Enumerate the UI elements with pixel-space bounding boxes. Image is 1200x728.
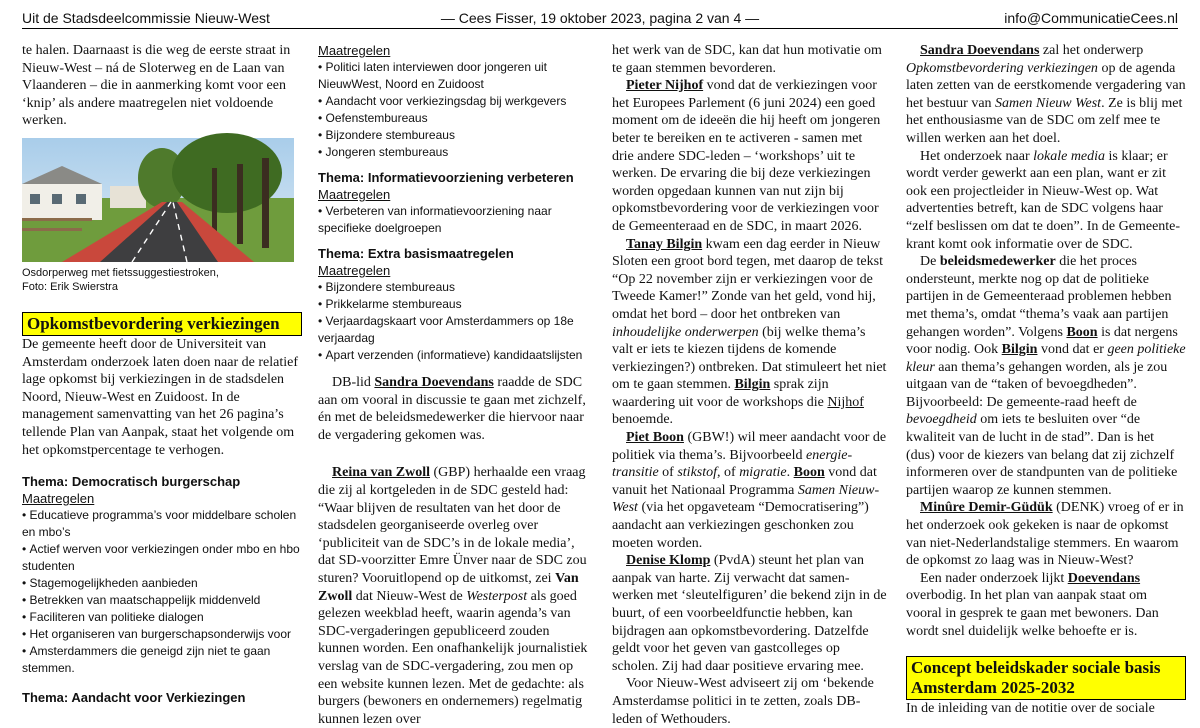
maatregelen-label: Maatregelen: [318, 263, 391, 278]
photo-caption: Osdorperweg met fietssuggestiestroken, Foto: Erik Swierstra: [22, 266, 219, 293]
list-item: • Verbeteren van informatievoorziening naar specifieke doelgroepen: [318, 203, 588, 237]
list-item: • Apart verzenden (informatieve) kandidaatslijsten: [318, 347, 588, 364]
column-4: [906, 42, 1186, 717]
list-item: • Bijzondere stembureaus: [318, 279, 588, 296]
list-item: • Het organiseren van burgerschapsonderwijs voor: [22, 626, 302, 643]
opkomst-paragraph: De gemeente heeft door de Universiteit van Amsterdam onderzoek laten doen naar de relatief lage opkomst bij verkiezingen in de stadsdelen Noord, Nieuw-West en Zuidoost. In de management samenvatting van het 26 pagina’s tellende Plan van Aanpak, staat het volgende om het opkomstpercentage te verhogen.: [22, 336, 298, 458]
theme-democratisch: Thema: Democratisch burgerschap: [22, 474, 241, 490]
advies-paragraph: Voor Nieuw-West adviseert zij om ‘bekende Amsterdamse politici in te zetten, zoals DB-leden of Wethouders.: [612, 676, 874, 727]
list-item: • Bijzondere stembureaus: [318, 127, 588, 144]
van-zwoll-paragraph: Reina van Zwoll (GBP) herhaalde een vraag die zij al kortgeleden in de SDC gesteld had: “Waar blijven de resultaten van het door de stadsdelen georganiseerde overleg over ‘publiciteit van de SDC’s in de lokale media’, dat SD-voorzitter Emre Ünver naar de SDC zou sturen? Vooruitlopend op de uitkomst, zei Van Zwoll dat Nieuw-West de Westerpost als goed gelezen weekblad heeft, waarin agenda’s van SDC-vergaderingen gepubliceerd zouden kunnen worden. Een onafhankelijk journalistiek verslag van de SDC-vergadering, zou men op een website kunnen lezen. Met de gedachte: als burgers (bewoners en ondernemers) regelmatig kunnen lezen over: [318, 465, 588, 727]
nijhof-paragraph: Pieter Nijhof vond dat de verkiezingen voor het Europees Parlement (6 juni 2024) een goed moment om de ideeën die hij heeft om jongeren beter te bereiken en te activeren - samen met drie andere SDC-leden – ‘workshops’ uit te werken. De ervaring die bij deze verkiezingen worden opgedaan kunnen van nut zijn bij opkomstbevordering voor de verkiezingen voor de Gemeenteraad en de SDC, in maart 2026.: [612, 78, 881, 234]
intro-paragraph: te halen. Daarnaast is die weg de eerste straat in Nieuw-West – ná de Sloterweg en de Laan van Vlaanderen – die in aanmerking komt voor een ‘knip’ als andere maatregelen niet voldoende werken.: [22, 43, 291, 129]
list-item: • Politici laten interviewen door jongeren uit NieuwWest, Noord en Zuidoost: [318, 59, 588, 93]
beleidsmedewerker-paragraph: De beleidsmedewerker die het proces ondersteunt, merkte nog op dat de politieke partijen in de Gemeenteraad problemen hebben met thema’s, omdat “thema’s vaak aan partijen gehangen worden”. Volgens Boon is dat nergens voor nodig. Ook Bilgin vond dat er geen politieke kleur aan thema’s gehangen worden, als je zou uitgaan van de “taken of bevoegdheden”. Bijvoorbeeld: De gemeente-raad heeft de bevoegdheid om iets te besluiten over “de kwaliteit van de lucht in de stad”. Dan is het (dus) voor de kiezers van belang dat zij zichzelf informeren over de standpunten van de politieke partijen waarop ze kunnen stemmen.: [906, 254, 1186, 498]
measures-list-2: [318, 59, 588, 161]
maatregelen-label: Maatregelen: [318, 43, 391, 58]
theme-extra: Thema: Extra basismaatregelen: [318, 246, 514, 261]
measures-list-1: [22, 507, 302, 677]
measures-list-4: [318, 279, 588, 364]
header-author-date: — Cees Fisser, 19 oktober 2023, pagina 2 van 4 —: [440, 10, 760, 26]
doevendans-agenda-paragraph: Sandra Doevendans zal het onderwerp Opkomstbevordering verkiezingen op de agenda laten zetten van de eerstkomende vergadering van het bestuur van Samen Nieuw West. Ze is blij met het enthousiasme van de SDC om zelf mee te willen werken aan het doel.: [906, 43, 1186, 146]
list-item: • Oefenstembureaus: [318, 110, 588, 127]
column-1: [22, 42, 302, 706]
road-photo: [22, 138, 294, 262]
list-item: • Faciliteren van politieke dialogen: [22, 609, 302, 626]
continued-paragraph: het werk van de SDC, kan dat hun motivatie om te gaan stemmen bevorderen.: [612, 43, 882, 76]
maatregelen-label: Maatregelen: [318, 187, 391, 202]
klomp-paragraph: Denise Klomp (PvdA) steunt het plan van aanpak van harte. Zij verwacht dat samen-werken met ‘sleutelfiguren’ die bekend zijn in de buurt, of een voorbeeldfunctie hebben, kan bijdragen aan opkomstbevordering. Datzelfde geldt voor het geven van gastcolleges op scholen. Zij had daar positieve ervaring mee.: [612, 553, 887, 674]
header-rule: [22, 28, 1178, 29]
nader-onderzoek-paragraph: Een nader onderzoek lijkt Doevendans overbodig. In het plan van aanpak staat om vooral in gesprek te gaan met bewoners. Dan wordt snel duidelijk welke behoefte er is.: [906, 570, 1159, 639]
demir-paragraph: Minûre Demir-Güdük (DENK) vroeg of er in het onderzoek ook gekeken is naar de opkomst van niet-Nederlandstalige stemmers. En waarom de opkomst zo laag was in Nieuw-West?: [906, 500, 1184, 569]
list-item: • Actief werven voor verkiezingen onder mbo en hbo studenten: [22, 541, 302, 575]
page-header: [22, 8, 1178, 30]
boon-paragraph: Piet Boon (GBW!) wil meer aandacht voor de politiek via thema’s. Bijvoorbeeld energie-transitie of stikstof, of migratie. Boon vond dat vanuit het Nationaal Programma Samen Nieuw-West (via het opgaveteam “Democratisering”) aandacht aan verkiezingen geschonken zou moeten worden.: [612, 430, 887, 551]
maatregelen-label: Maatregelen: [22, 491, 95, 507]
doevendans-paragraph: DB-lid Sandra Doevendans raadde de SDC aan om vooral in discussie te gaan met zichzelf, én met de beleidsmedewerker die hiervoor naar de vergadering gekomen was.: [318, 375, 586, 443]
list-item: • Amsterdammers die geneigd zijn niet te gaan stemmen.: [22, 643, 302, 677]
list-item: • Betrekken van maatschappelijk middenveld: [22, 592, 302, 609]
list-item: • Verjaardagskaart voor Amsterdammers op 18e verjaardag: [318, 313, 588, 347]
measures-list-3: [318, 203, 588, 237]
section-heading-opkomst: Opkomstbevordering verkiezingen: [22, 312, 302, 336]
section-heading-beleidskader: Concept beleidskader sociale basis Amsterdam 2025-2032: [906, 656, 1186, 700]
column-3: [612, 42, 887, 727]
list-item: • Jongeren stembureaus: [318, 144, 588, 161]
header-source: Uit de Stadsdeelcommissie Nieuw-West: [22, 10, 270, 26]
bilgin-paragraph: Tanay Bilgin kwam een dag eerder in Nieuw Sloten een groot bord tegen, met daarop de tekst “Op 22 november zijn er verkiezingen voor de Tweede Kamer!” Zonde van het geld, vond hij, omdat het bord – door het ontbreken van inhoudelijke onderwerpen (bij welke thema’s valt er iets te kiezen tijdens de komende verkiezingen?) ontbreken. Dat stimuleert het niet om te gaan stemmen. Bilgin sprak zijn waardering uit voor de workshops die Nijhof benoemde.: [612, 236, 887, 428]
lokale-media-paragraph: Het onderzoek naar lokale media is klaar; er wordt verder gewerkt aan een plan, want er zit ook een projectleider in Nieuw-West op. Wat advertenties betreft, kan de SDC volgens haar “zelf beslissen om dat te doen”. In de Gemeente-krant komt ook informatie over de SDC.: [906, 148, 1181, 252]
list-item: • Educatieve programma’s voor middelbare scholen en mbo’s: [22, 507, 302, 541]
list-item: • Stagemogelijkheden aanbieden: [22, 575, 302, 592]
header-email-link[interactable]: info@CommunicatieCees.nl: [1004, 10, 1178, 26]
theme-aandacht: Thema: Aandacht voor Verkiezingen: [22, 690, 246, 706]
list-item: • Aandacht voor verkiezingsdag bij werkgevers: [318, 93, 588, 110]
theme-informatie: Thema: Informatievoorziening verbeteren: [318, 170, 574, 185]
list-item: • Prikkelarme stembureaus: [318, 296, 588, 313]
beleidskader-paragraph: In de inleiding van de notitie over de sociale: [906, 701, 1155, 717]
column-2: [318, 42, 588, 727]
